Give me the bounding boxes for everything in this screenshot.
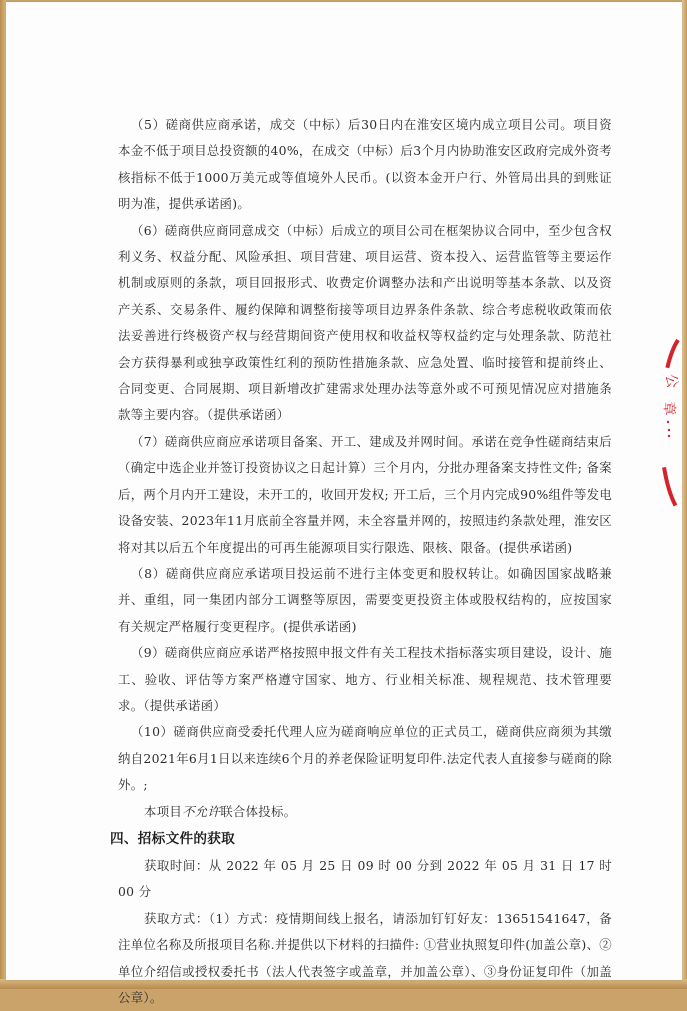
acquisition-time-value: 从 2022 年 05 月 25 日 09 时 00 分到 2022 年 05 月 31 日 17 时 00 分 bbox=[118, 857, 612, 900]
consortium-emphasis: 不允许 bbox=[182, 803, 221, 819]
consortium-note bbox=[118, 799, 612, 825]
table-edge-right bbox=[682, 0, 687, 989]
acquisition-time bbox=[118, 853, 612, 906]
clause-8: （8）磋商供应商应承诺项目投运前不进行主体变更和股权转让。如确因国家战略兼并、重组，同一集团内部分工调整等原因，需要变更投资主体或股权结构的，应按国家有关规定严格履行变更程序。(提供承诺函) bbox=[118, 565, 612, 634]
document-body bbox=[110, 112, 613, 1011]
clause-9: （9）磋商供应商应承诺严格按照申报文件有关工程技术指标落实项目建设，设计、施工、验收、评估等方案严格遵守国家、地方、行业相关标准、规程规范、技术管理要求。（提供承诺函） bbox=[118, 645, 612, 713]
svg-text:公: 公 bbox=[662, 372, 681, 390]
clause-7: （7）磋商供应商应承诺项目备案、开工、建成及并网时间。承诺在竞争性磋商结束后（确定中选企业并签订投资协议之日起计算）三个月内，分批办理备案支持性文件; 备案后，两个月内开工建设，未开工的，收回开发权; 开工后，三个月内完成90%组件等发电设备安装、2023年11月底前全容量并网，未全容量并网的，按照违约条款处理，淮安区将对其以后五个年度提出的可再生能源项目实行限选、限核、限备。(提供承诺函) bbox=[118, 433, 613, 555]
clause-5: （5）磋商供应商承诺，成交（中标）后30日内在淮安区境内成立项目公司。项目资本金不低于项目总投资额的40%，在成交（中标）后3个月内协助淮安区政府完成外资考核指标不低于1000万美元或等值境外人民币。(以资本金开户行、外管局出具的到账证明为准，提供承诺函)。 bbox=[118, 117, 612, 212]
clause-6: （6）磋商供应商同意成交（中标）后成立的项目公司在框架协议合同中，至少包含权利义务、权益分配、风险承担、项目营建、项目运营、资本投入、运营监管等主要运作机制或原则的条款，项目回报形式、收费定价调整办法和产出说明等基本条款、以及资产关系、交易条件、履约保障和调整衔接等项目边界条件条款、综合考虑税收政策而依法妥善进行终极资产权与经营期间资产使用权和收益权等权益约定与处理条款、防范社会方获得暴利或独享政策性红利的预防性措施条款、应急处置、临时接管和提前终止、合同变更、合同展期、项目新增改扩建需求处理办法等意外或不可预见情况应对措施条款等主要内容。（提供承诺函） bbox=[118, 222, 612, 423]
consortium-suffix: 联合体投标。 bbox=[220, 803, 297, 819]
clause-10: （10）磋商供应商受委托代理人应为磋商响应单位的正式员工，磋商供应商须为其缴纳自2021年6月1日以来连续6个月的养老保险证明复印件.法定代表人直接参与磋商的除外。; bbox=[118, 724, 612, 793]
acquisition-method: 获取方式：（1）方式：疫情期间线上报名，请添加钉钉好友：13651541647，备注单位名称及所报项目名称.并提供以下材料的扫描件: ①营业执照复印件(加盖公章)、②单位介绍信或授权委托书（法人代表签字或盖章，并加盖公章）、③身份证复印件（加盖公章）。 bbox=[118, 910, 612, 1005]
acquisition-time-label: 获取时间： bbox=[144, 857, 209, 873]
section-4-heading: 四、招标文件的获取 bbox=[110, 830, 236, 847]
consortium-prefix: 本项目 bbox=[144, 803, 183, 819]
svg-text:章: 章 bbox=[660, 400, 678, 417]
